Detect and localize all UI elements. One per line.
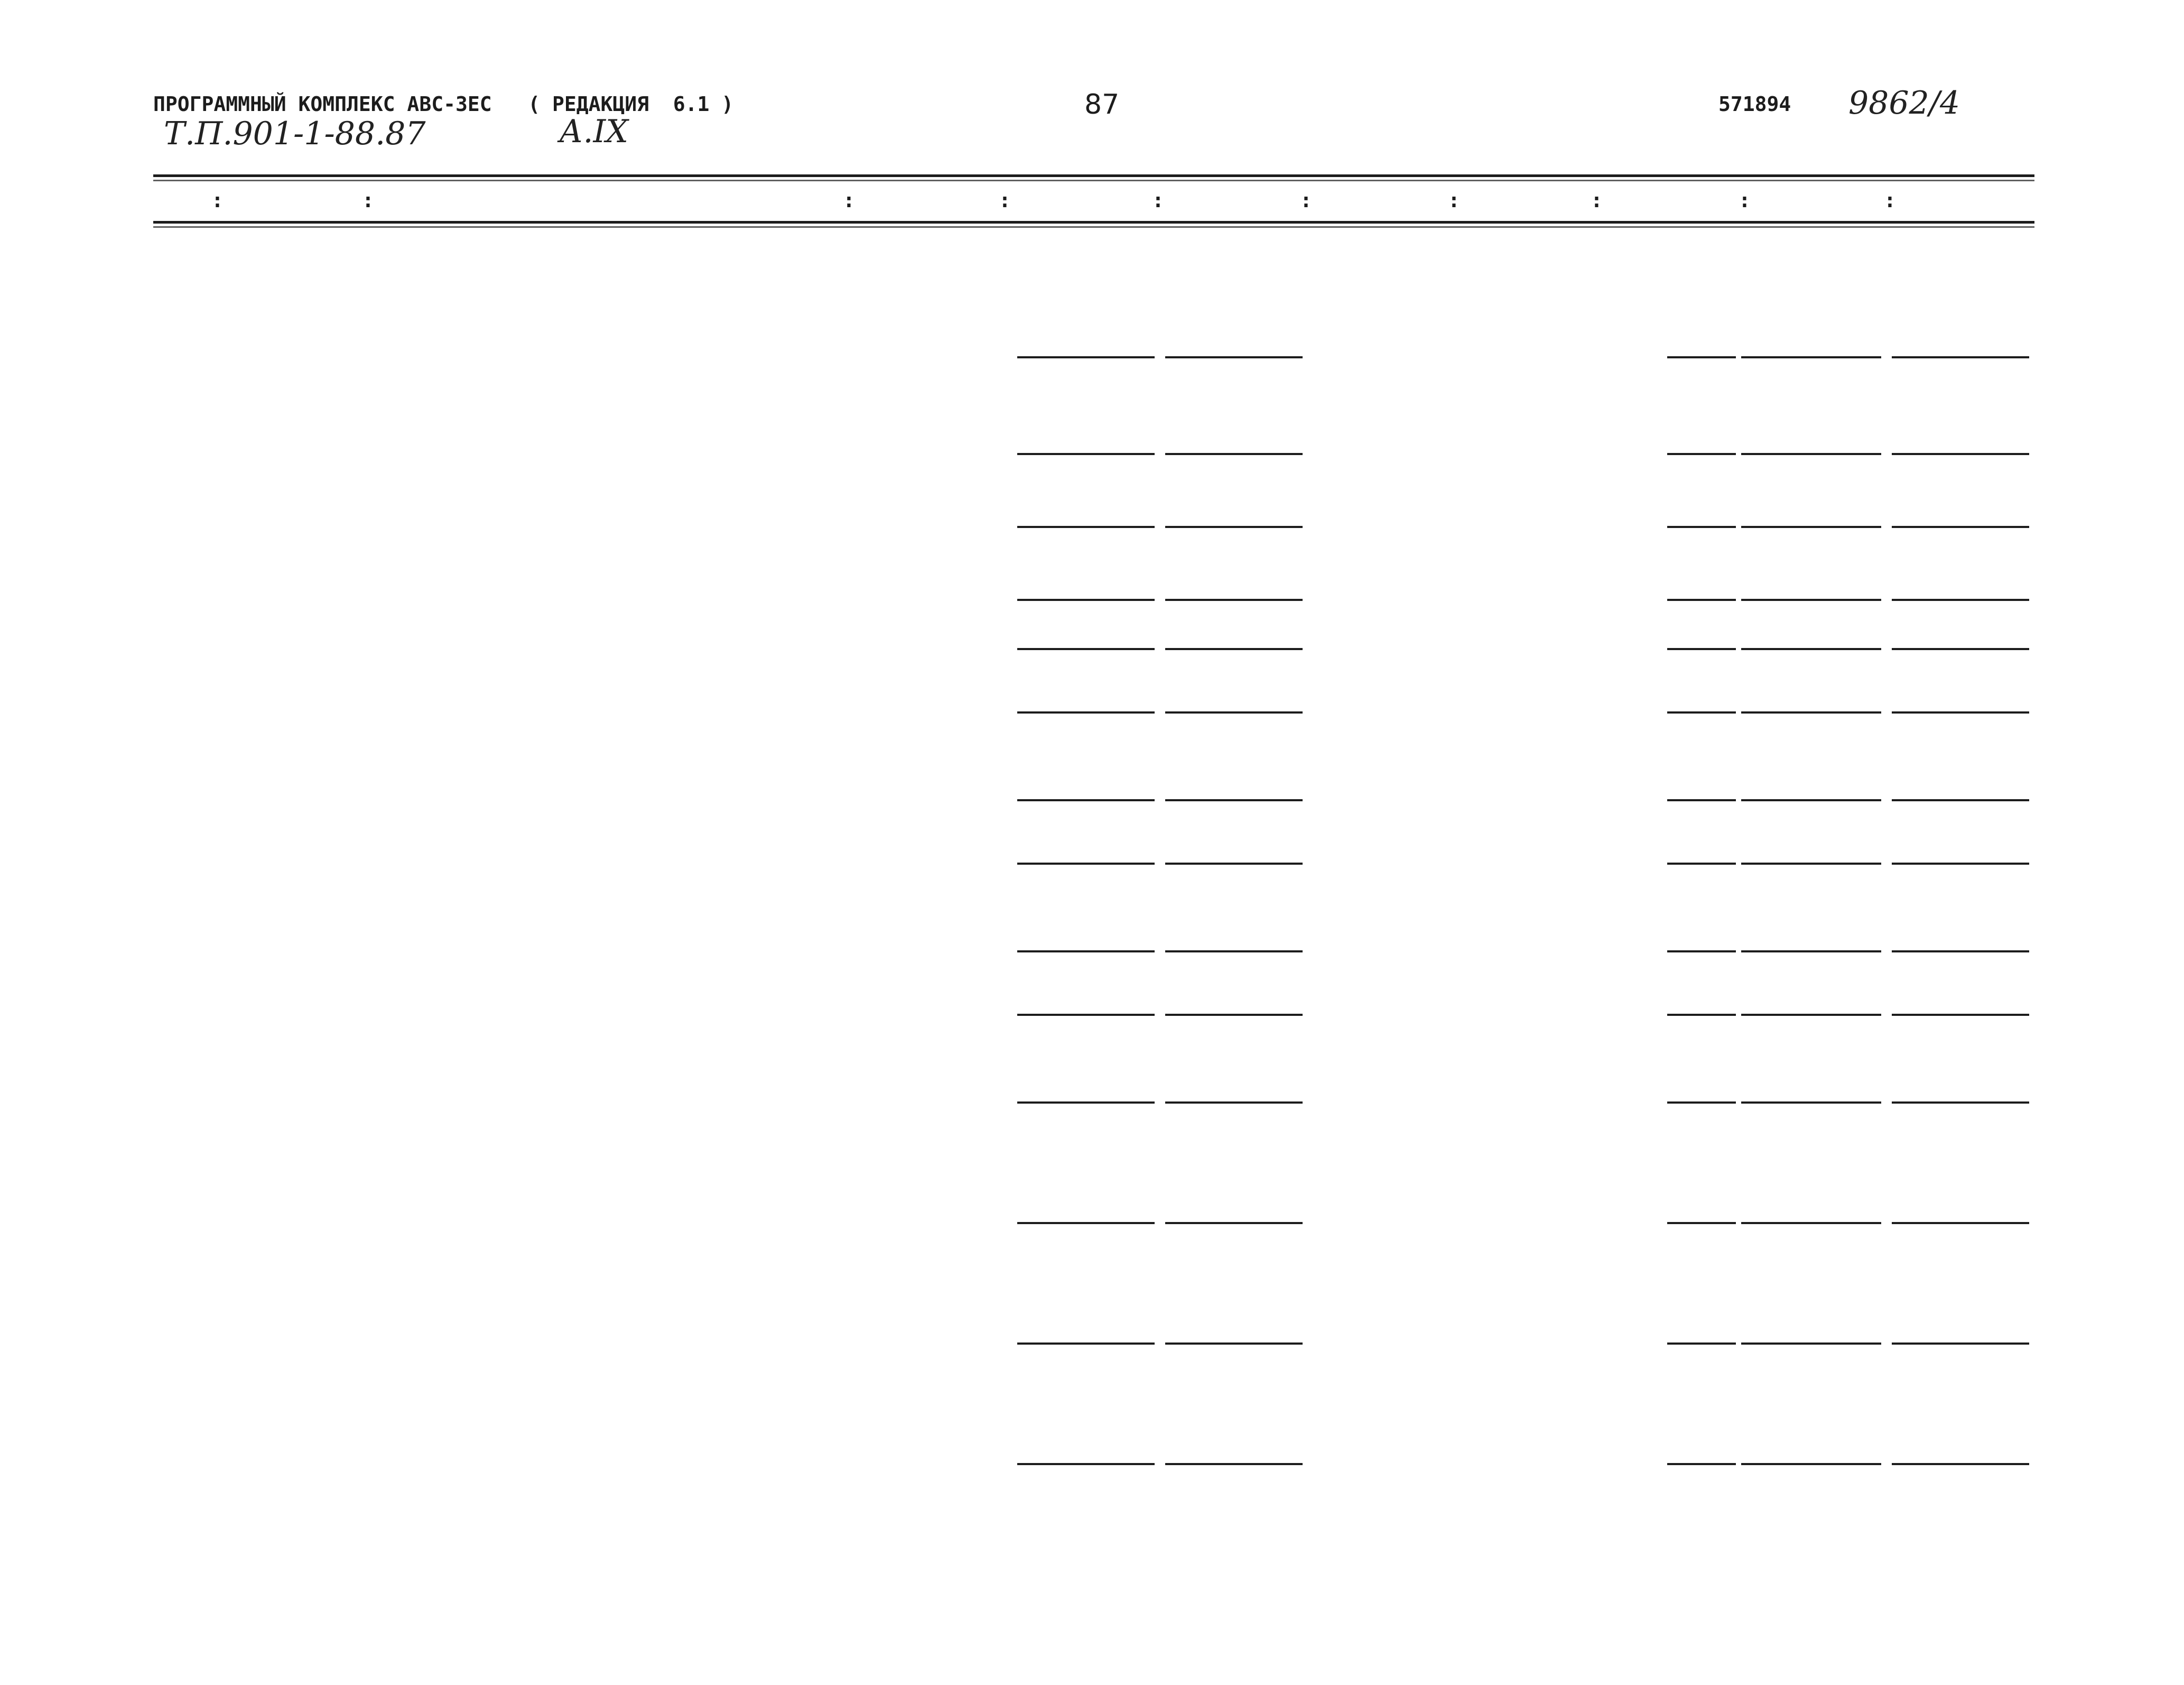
value-divider	[1017, 1222, 1155, 1224]
value-divider	[1667, 599, 1736, 601]
value-divider	[1892, 863, 2029, 865]
value-divider	[1165, 799, 1303, 801]
value-divider	[1017, 799, 1155, 801]
value-divider	[1667, 356, 1736, 358]
value-divider	[1741, 599, 1881, 601]
value-divider	[1165, 453, 1303, 455]
column-separator: :	[1884, 189, 1896, 212]
column-separator: :	[1591, 189, 1603, 212]
value-divider	[1892, 1222, 2029, 1224]
value-divider	[1892, 599, 2029, 601]
value-divider	[1165, 863, 1303, 865]
value-divider	[1667, 526, 1736, 528]
header-rule-top-2	[153, 180, 2034, 181]
value-divider	[1667, 950, 1736, 952]
value-divider	[1892, 950, 2029, 952]
value-divider	[1165, 648, 1303, 650]
document-code: 571894	[1718, 92, 1791, 116]
column-separator: :	[362, 189, 374, 212]
handwritten-project-code: Т.П.901-1-88.87	[164, 115, 426, 152]
value-divider	[1892, 526, 2029, 528]
value-divider	[1667, 1222, 1736, 1224]
value-divider	[1165, 599, 1303, 601]
value-divider	[1892, 799, 2029, 801]
value-divider	[1667, 1463, 1736, 1465]
value-divider	[1667, 648, 1736, 650]
page-number: 87	[1084, 89, 1120, 121]
value-divider	[1667, 799, 1736, 801]
column-separator: :	[843, 189, 855, 212]
header-rule-top	[153, 174, 2034, 177]
value-divider	[1667, 453, 1736, 455]
column-separator: :	[1739, 189, 1751, 212]
value-divider	[1892, 453, 2029, 455]
value-divider	[1165, 1343, 1303, 1345]
column-separator: :	[211, 189, 224, 212]
value-divider	[1017, 356, 1155, 358]
value-divider	[1741, 711, 1881, 714]
value-divider	[1667, 1014, 1736, 1016]
value-divider	[1741, 526, 1881, 528]
program-title: ПРОГРАММНЫЙ КОМПЛЕКС АВС-3ЕС ( РЕДАКЦИЯ 6.1 )	[153, 92, 734, 116]
value-divider	[1165, 1463, 1303, 1465]
value-divider	[1017, 950, 1155, 952]
value-divider	[1017, 453, 1155, 455]
value-divider	[1165, 950, 1303, 952]
value-divider	[1165, 1101, 1303, 1104]
value-divider	[1741, 1343, 1881, 1345]
value-divider	[1741, 950, 1881, 952]
column-separator: :	[999, 189, 1011, 212]
value-divider	[1667, 1343, 1736, 1345]
value-divider	[1892, 1101, 2029, 1104]
value-divider	[1165, 711, 1303, 714]
value-divider	[1165, 526, 1303, 528]
value-divider	[1017, 1101, 1155, 1104]
value-divider	[1017, 1343, 1155, 1345]
handwritten-document-number: 9862/4	[1848, 85, 1960, 122]
value-divider	[1741, 453, 1881, 455]
value-divider	[1667, 863, 1736, 865]
value-divider	[1741, 799, 1881, 801]
value-divider	[1165, 356, 1303, 358]
value-divider	[1165, 1222, 1303, 1224]
value-divider	[1017, 648, 1155, 650]
value-divider	[1017, 599, 1155, 601]
value-divider	[1667, 711, 1736, 714]
value-divider	[1017, 526, 1155, 528]
value-divider	[1017, 1014, 1155, 1016]
value-divider	[1892, 356, 2029, 358]
header-rule-bottom-2	[153, 226, 2034, 228]
value-divider	[1017, 711, 1155, 714]
value-divider	[1741, 648, 1881, 650]
column-separator: :	[1448, 189, 1460, 212]
value-divider	[1892, 648, 2029, 650]
handwritten-album-mark: А.IX	[559, 113, 628, 150]
value-divider	[1017, 1463, 1155, 1465]
value-divider	[1892, 1014, 2029, 1016]
value-divider	[1741, 356, 1881, 358]
value-divider	[1741, 863, 1881, 865]
value-divider	[1165, 1014, 1303, 1016]
value-divider	[1741, 1463, 1881, 1465]
value-divider	[1741, 1014, 1881, 1016]
value-divider	[1741, 1222, 1881, 1224]
value-divider	[1017, 863, 1155, 865]
value-divider	[1741, 1101, 1881, 1104]
value-divider	[1667, 1101, 1736, 1104]
value-divider	[1892, 1343, 2029, 1345]
header-rule-bottom	[153, 221, 2034, 224]
column-separator: :	[1300, 189, 1312, 212]
column-separator: :	[1152, 189, 1164, 212]
value-divider	[1892, 1463, 2029, 1465]
value-divider	[1892, 711, 2029, 714]
